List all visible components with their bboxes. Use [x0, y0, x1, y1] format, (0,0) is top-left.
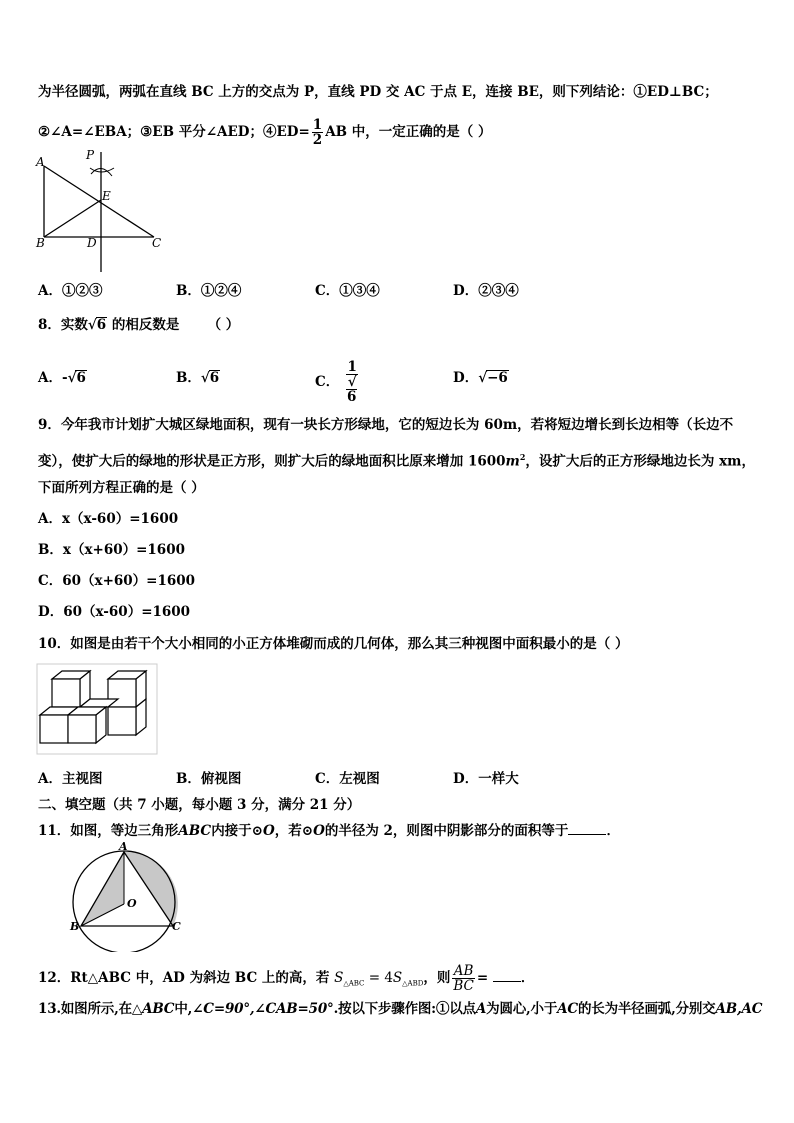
- q9-line3: 下面所列方程正确的是（ ）: [38, 480, 205, 496]
- q7-label-E: E: [102, 189, 111, 203]
- q13-tri: △ABC: [131, 1001, 175, 1017]
- q10-option-b[interactable]: B．俯视图: [176, 771, 242, 787]
- q12-end: ．: [520, 970, 535, 986]
- q8-opt-d-radicand: −6: [487, 370, 508, 386]
- q7-line2: [38, 118, 491, 147]
- q11-stem-a: 11．如图，等边三角形: [38, 823, 179, 839]
- q7-option-c[interactable]: C．①③④: [315, 283, 380, 299]
- q8-opt-a-radicand: 6: [76, 370, 86, 386]
- q9-unit-sup: 2: [519, 452, 526, 462]
- q7-option-a[interactable]: A．①②③: [38, 283, 103, 299]
- q7-label-D: D: [87, 236, 97, 250]
- q12-stem-a: 12．Rt△ABC 中，AD 为斜边 BC 上的高，若: [38, 970, 330, 986]
- q9-line2: [38, 448, 755, 471]
- q9-option-a[interactable]: A．x（x-60）=1600: [38, 511, 179, 527]
- q11-end: ．: [606, 823, 620, 839]
- q12-fraction: [452, 964, 475, 993]
- q8-option-b[interactable]: B．√6: [176, 370, 220, 386]
- q11-stem-c: ，若⊙: [274, 823, 314, 839]
- q13-point-a: A: [475, 1001, 487, 1017]
- q13-abac: AB,AC: [715, 1001, 763, 1017]
- q9-option-b[interactable]: B．x（x+60）=1600: [38, 542, 185, 558]
- q12-eq: = 4: [364, 970, 393, 986]
- q11-label-B: B: [70, 920, 80, 933]
- q11-o1: O: [263, 823, 275, 839]
- q8-option-c[interactable]: [315, 360, 360, 404]
- q11-stem: [38, 822, 620, 840]
- q9-option-d[interactable]: D．60（x-60）=1600: [38, 604, 191, 620]
- q12-then: ，则: [423, 970, 451, 986]
- q8-opt-b-radicand: 6: [209, 370, 220, 386]
- q8-radicand: 6: [96, 317, 107, 333]
- q10-option-c[interactable]: C．左视图: [315, 771, 380, 787]
- q10-stem: 10．如图是由若干个大小相同的小正方体堆砌而成的几何体，那么其三种视图中面积最小的是（ ）: [38, 636, 629, 652]
- q7-line2-b: AB 中，一定正确的是（ ）: [325, 124, 492, 140]
- q13-angles: ∠C=90°,∠CAB=50°: [192, 1001, 334, 1017]
- q7-option-d[interactable]: D．②③④: [453, 283, 519, 299]
- q12-sub2: △ABD: [402, 979, 424, 988]
- q7-line1: 为半径圆弧，两弧在直线 BC 上方的交点为 P，直线 PD 交 AC 于点 E，连接 BE，则下列结论：①ED⊥BC；: [38, 84, 718, 100]
- q9-option-c[interactable]: C．60（x+60）=1600: [38, 573, 196, 589]
- q7-label-A: A: [36, 155, 45, 169]
- q10-option-d[interactable]: D．一样大: [453, 771, 519, 787]
- q8-opt-c-prefix: C．: [315, 374, 340, 390]
- q10-cube-figure: [36, 663, 158, 757]
- q8-option-d[interactable]: D．√−6: [453, 370, 508, 386]
- q11-answer-blank[interactable]: [568, 822, 606, 835]
- q13-text-a: 13.如图所示,在: [38, 1001, 132, 1017]
- q9-line2-a: 变），使扩大后的绿地的形状是正方形，则扩大后的绿地面积比原来增加 1600: [38, 453, 506, 470]
- q9-line1: 9．今年我市计划扩大城区绿地面积，现有一块长方形绿地，它的短边长为 60m，若将短边增长到长边相等（长边不: [38, 417, 734, 433]
- q7-label-P: P: [86, 148, 95, 162]
- q13-text-c: .按以下步骤作图:①以点: [333, 1001, 476, 1017]
- q13-stem: [38, 1000, 762, 1018]
- q13-text-d: 为圆心,小于: [486, 1001, 558, 1017]
- q12-stem: [38, 958, 534, 998]
- q11-stem-b: 内接于⊙: [211, 823, 263, 839]
- q11-stem-d: 的半径为 2，则图中阴影部分的面积等于: [324, 823, 569, 839]
- q11-o2: O: [313, 823, 325, 839]
- q11-abc: ABC: [178, 823, 212, 839]
- q7-frac-den: 2: [312, 132, 323, 148]
- q10-option-a[interactable]: A．主视图: [38, 771, 103, 787]
- q9-unit: m: [505, 453, 520, 470]
- q7-label-C: C: [152, 236, 162, 250]
- q8-opt-c-frac: [346, 360, 358, 404]
- q12-eq2: =: [476, 970, 489, 986]
- q12-frac-den: BC: [453, 978, 474, 994]
- q11-circle-figure: [66, 840, 184, 952]
- q8-stem-b: 的相反数是: [111, 317, 180, 333]
- section2-heading: 二、填空题（共 7 小题，每小题 3 分，满分 21 分）: [38, 797, 361, 813]
- q8-opt-a-prefix: A．-: [38, 370, 68, 386]
- q8-opt-c-den: √ 6: [346, 374, 357, 405]
- q7-frac-num: 1: [312, 117, 323, 133]
- q8-opt-c-num: 1: [347, 359, 357, 375]
- q7-line2-a: ②∠A=∠EBA；③EB 平分∠AED；④ED=: [38, 124, 310, 140]
- q8-stem-a: 8．实数: [38, 317, 88, 333]
- q8-opt-b-prefix: B．: [176, 370, 201, 386]
- q8-opt-c-radicand: 6: [346, 389, 357, 405]
- q12-sub1: △ABC: [343, 979, 365, 988]
- q7-figure: [34, 146, 174, 276]
- q8-opt-d-prefix: D．: [453, 370, 479, 386]
- q13-text-e: 的长为半径画弧,分别交: [577, 1001, 716, 1017]
- q12-answer-blank[interactable]: [493, 969, 521, 982]
- q12-s1: S: [334, 970, 344, 986]
- q11-label-C: C: [172, 920, 181, 933]
- q8-paren: （ ）: [207, 317, 240, 333]
- q13-ac: AC: [557, 1001, 578, 1017]
- q7-option-b[interactable]: B．①②④: [176, 283, 242, 299]
- q7-fraction: [312, 118, 323, 147]
- q12-frac-num: AB: [453, 963, 474, 979]
- q7-label-B: B: [36, 236, 45, 250]
- q8-stem: 8．实数√6 的相反数是 （ ）: [38, 317, 240, 333]
- q12-s2: S: [392, 970, 403, 986]
- q9-line2-b: ，设扩大后的正方形绿地边长为 xm，: [525, 453, 755, 470]
- q13-text-b: 中,: [174, 1001, 193, 1017]
- q8-option-a[interactable]: A．-√6: [38, 370, 86, 386]
- q11-label-A: A: [119, 840, 128, 853]
- q11-label-O: O: [127, 897, 137, 910]
